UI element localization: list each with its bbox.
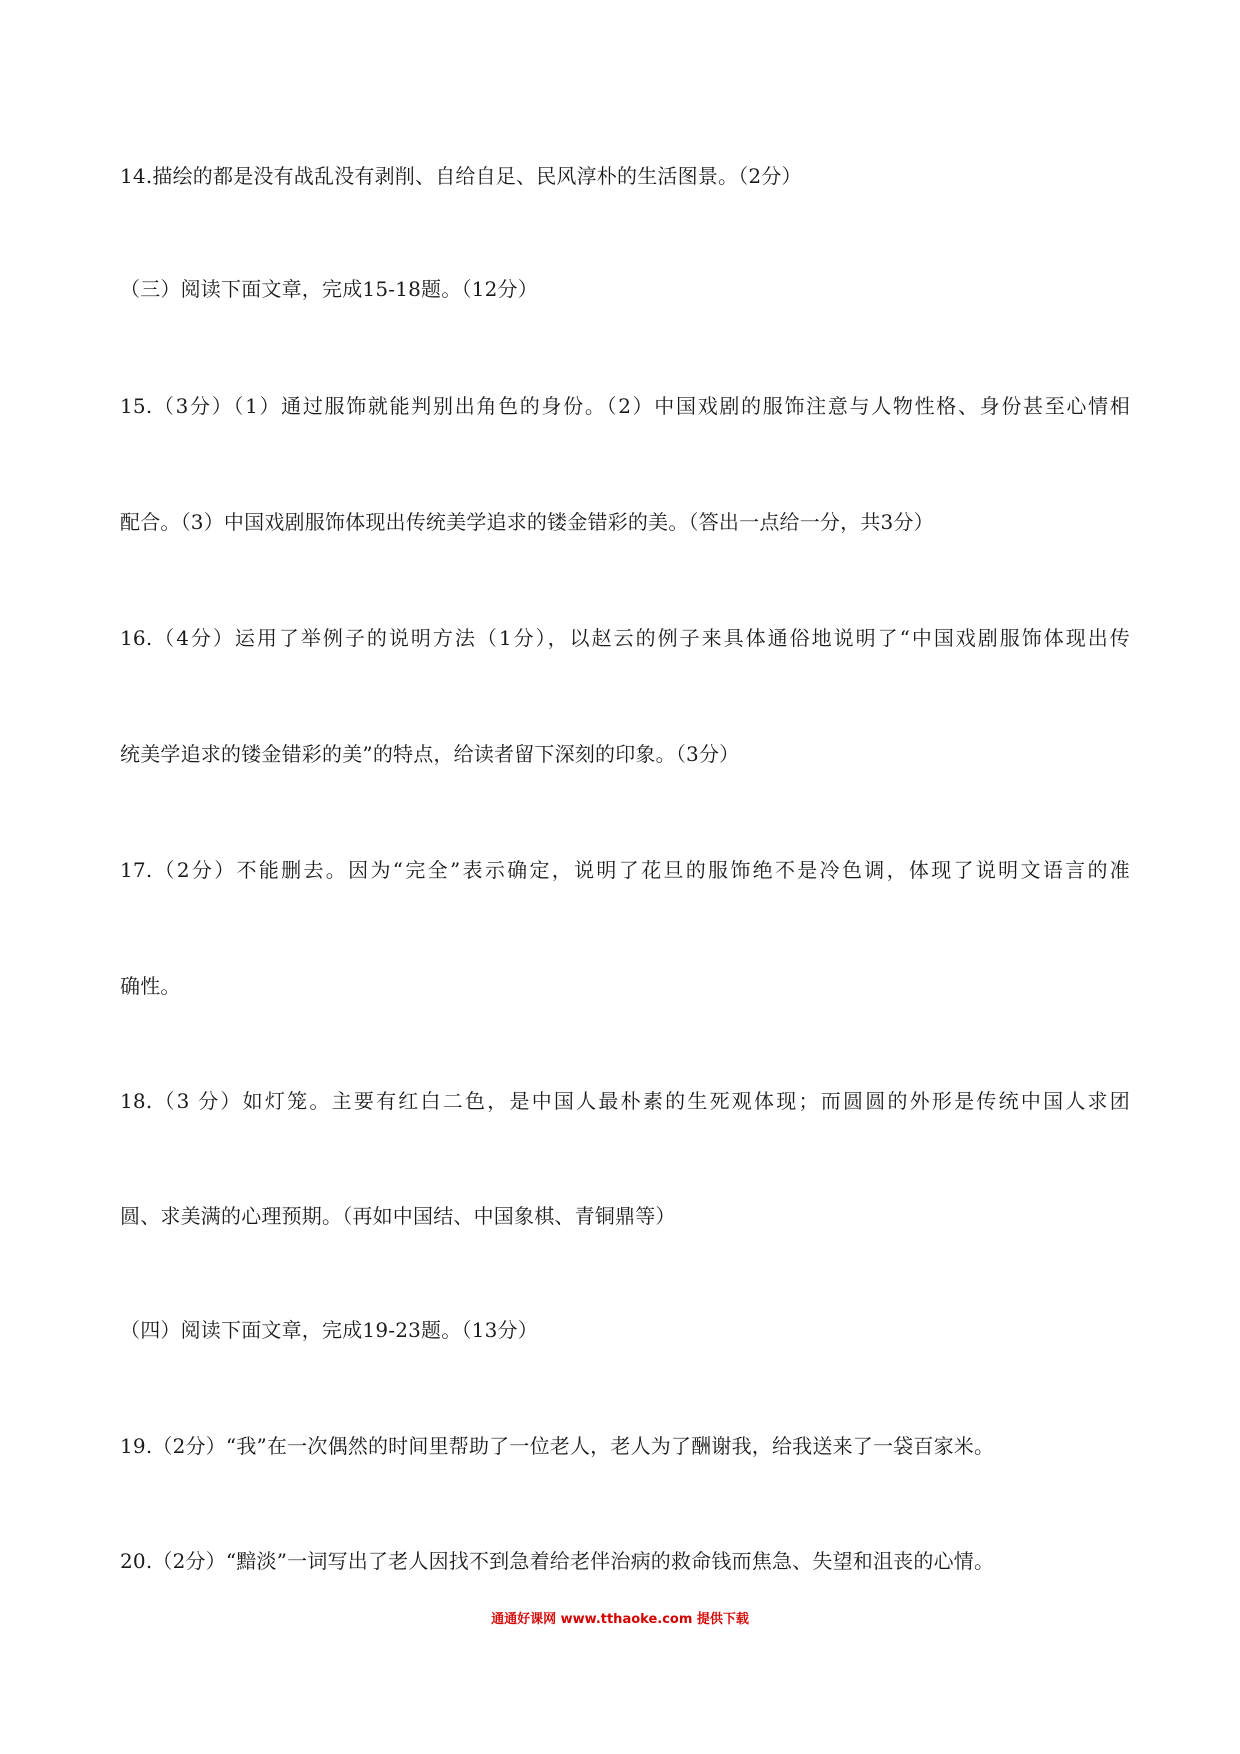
answer-19: 19.（2分）“我”在一次偶然的时间里帮助了一位老人，老人为了酬谢我，给我送来了一袋百家米。 — [120, 1434, 995, 1458]
answer-16-line-2: 统美学追求的镂金错彩的美”的特点，给读者留下深刻的印象。（3分） — [120, 742, 740, 766]
answer-18-line-2: 圆、求美满的心理预期。（再如中国结、中国象棋、青铜鼎等） — [120, 1204, 676, 1228]
answer-14: 14.描绘的都是没有战乱没有剥削、自给自足、民风淳朴的生活图景。（2分） — [120, 164, 802, 188]
answer-17-line-1: 17.（2分）不能删去。因为“完全”表示确定，说明了花旦的服饰绝不是冷色调，体现了说明文语言的准 — [120, 858, 1130, 882]
section-3-heading: （三）阅读下面文章，完成15-18题。（12分） — [120, 277, 538, 301]
answer-18-line-1: 18.（3 分）如灯笼。主要有红白二色，是中国人最朴素的生死观体现；而圆圆的外形是传统中国人求团 — [120, 1089, 1130, 1113]
section-4-heading: （四）阅读下面文章，完成19-23题。（13分） — [120, 1318, 538, 1342]
answer-17-line-2: 确性。 — [120, 974, 181, 998]
footer-watermark: 通通好课网 www.tthaoke.com 提供下载 — [491, 1612, 749, 1627]
answer-15-line-1: 15.（3分）（1）通过服饰就能判别出角色的身份。（2）中国戏剧的服饰注意与人物性格、身份甚至心情相 — [120, 394, 1130, 418]
answer-20: 20.（2分）“黯淡”一词写出了老人因找不到急着给老伴治病的救命钱而焦急、失望和沮丧的心情。 — [120, 1549, 995, 1573]
answer-16-line-1: 16.（4分）运用了举例子的说明方法（1分），以赵云的例子来具体通俗地说明了“中国戏剧服饰体现出传 — [120, 626, 1130, 650]
answer-15-line-2: 配合。（3）中国戏剧服饰体现出传统美学追求的镂金错彩的美。（答出一点给一分，共3分） — [120, 510, 934, 534]
